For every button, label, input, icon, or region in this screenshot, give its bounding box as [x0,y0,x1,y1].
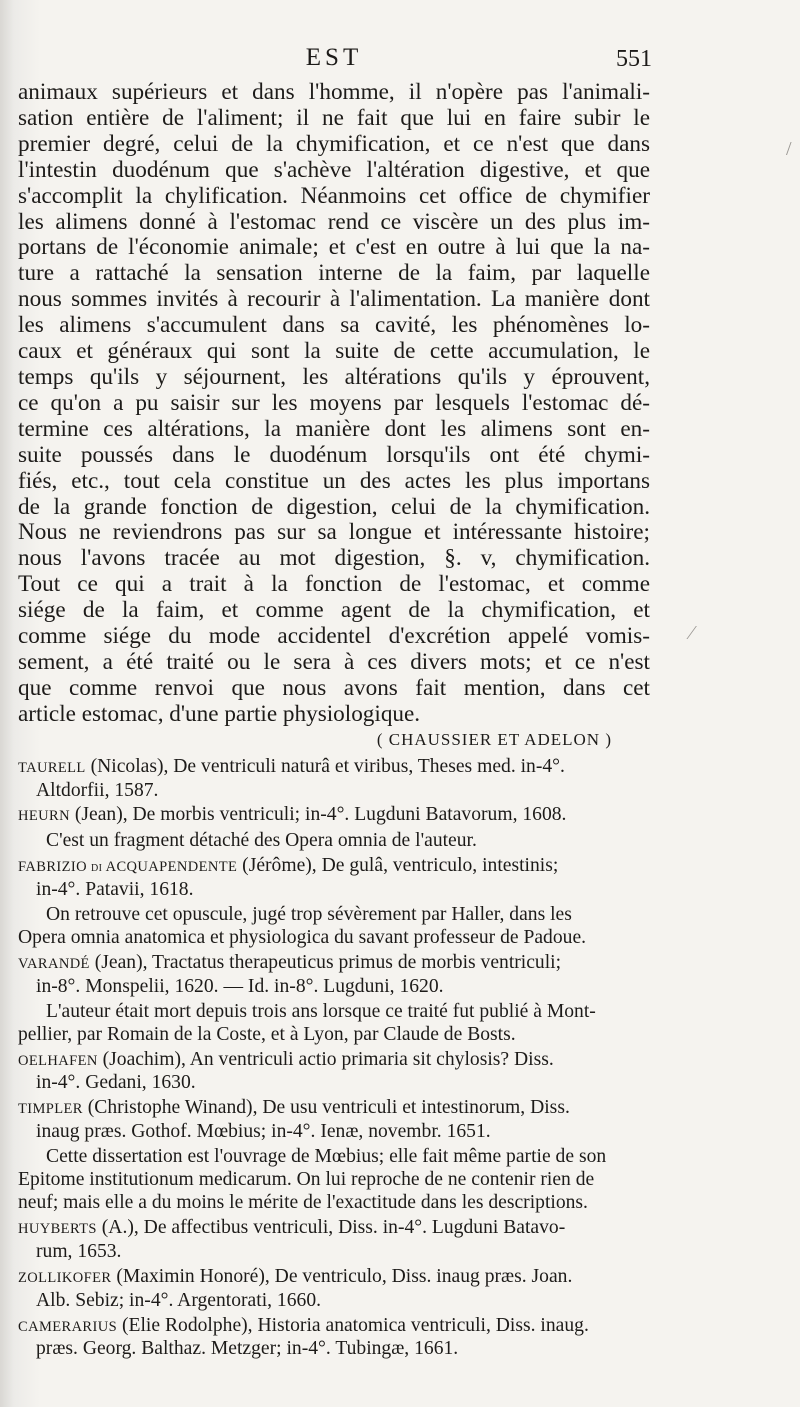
margin-mark: / [786,138,792,160]
text-line: nous l'avons tracée au mot digestion, §. v, chymification. [18,545,650,572]
bibliography-note [18,904,650,950]
main-paragraph [18,80,650,728]
text-line: portans de l'économie animale; et c'est en outre à lui que la na- [18,234,650,261]
text-line: caux et généraux qui sont la suite de cette accumulation, le [18,338,650,365]
bibliography-note [18,1146,650,1215]
author-name: ZOLLIKOFER [18,1269,112,1286]
bibliography-entry [18,952,650,999]
margin-mark: ⁄ [690,622,694,644]
bibliography-line: in-4°. Gedani, 1630. [36,1072,196,1094]
text-line: temps qu'ils y séjournent, les altérations qu'ils y éprouvent, [18,363,650,390]
bibliography-entry [18,804,650,828]
author-name: TAURELL [18,759,86,776]
author-name: HEURN [18,808,70,825]
author-name: TIMPLER [18,1101,83,1118]
bibliography-line [18,1315,650,1339]
text-line: article estomac, d'une partie physiologique. [18,700,421,727]
bibliography-line: neuf; mais elle a du moins le mérite de l'exactitude dans les descriptions. [18,1191,588,1213]
text-line: s'accomplit la chylification. Néanmoins cet office de chymifier [18,182,650,209]
citation-text: (Elie Rodolphe), Historia anatomica ventriculi, Diss. inaug. [117,1314,589,1336]
bibliography-line [18,756,650,780]
bibliography-entry [18,1266,650,1313]
bibliography-line: Alb. Sebiz; in-4°. Argentorati, 1660. [36,1289,322,1311]
page-number: 551 [616,46,652,72]
text-line: l'intestin duodénum que s'achève l'altération digestive, et que [18,156,650,183]
bibliography-entry [18,855,650,902]
bibliography-line: inaug præs. Gothof. Mœbius; in-4°. Ienæ, novembr. 1651. [36,1121,491,1143]
running-head [18,44,650,74]
bibliography-line: Epitome institutionum medicarum. On lui reproche de ne contenir rien de [18,1169,595,1191]
bibliography-line [18,1049,650,1073]
bibliography-line [18,952,650,976]
bibliography-line [18,855,650,879]
bibliography-note [18,1001,650,1047]
text-line: sement, a été traité ou le sera à ces divers mots; et ce n'est [18,648,650,675]
bibliography-line: in-4°. Patavii, 1618. [36,879,194,901]
citation-text: (Jean), Tractatus therapeuticus primus de morbis ventriculi; [89,951,562,973]
bibliography-line [18,1266,650,1290]
bibliography-line [18,804,650,828]
bibliography-entry [18,1097,650,1144]
citation-text: (Jérôme), De gulâ, ventriculo, intestinis; [237,855,559,877]
bibliography-line: pellier, par Romain de la Coste, et à Lyon, par Claude de Bosts. [18,1023,516,1045]
citation-text: (Joachim), An ventriculi actio primaria sit chylosis? Diss. [97,1048,554,1070]
bibliography-line: L'auteur était mort depuis trois ans lorsque ce traité fut publié à Mont- [46,1000,596,1022]
text-line: Tout ce qui a trait à la fonction de l'estomac, et comme [18,571,650,598]
bibliography-entry [18,1315,650,1362]
author-name: FABRIZIO di ACQUAPENDENTE [18,859,238,876]
text-line: de la grande fonction de digestion, celui de la chymification. [18,493,650,520]
text-line: comme siége du mode accidentel d'excrétion appelé vomis- [18,623,650,650]
bibliography-entry [18,1049,650,1096]
text-line: les alimens donné à l'estomac rend ce viscère un des plus im- [18,208,650,235]
bibliography-line: Altdorfii, 1587. [36,779,159,801]
text-line: fiés, etc., tout cela constitue un des actes les plus importans [18,467,650,494]
text-line: termine ces altérations, la manière dont les alimens sont en- [18,415,650,442]
bibliography-line [18,1097,650,1121]
author-name: OELHAFEN [18,1052,98,1069]
text-line: siége de la faim, et comme agent de la chymification, et [18,597,650,624]
bibliography-line: C'est un fragment détaché des Opera omnia de l'auteur. [46,830,477,852]
citation-text: (Christophe Winand), De usu ventriculi et intestinorum, Diss. [82,1097,570,1119]
author-name: HUYBERTS [18,1220,97,1237]
citation-text: (Nicolas), De ventriculi naturâ et viribus, Theses med. in-4°. [85,755,565,777]
text-line: premier degré, celui de la chymification, et ce n'est que dans [18,130,650,157]
author-name: CAMERARIUS [18,1318,118,1335]
bibliography-entry [18,1217,650,1264]
text-line: ce qu'on a pu saisir sur les moyens par lesquels l'estomac dé- [18,389,650,416]
text-line: ture a rattaché la sensation interne de la faim, par laquelle [18,260,650,287]
text-line: nous sommes invités à recourir à l'alimentation. La manière dont [18,286,650,313]
text-line: animaux supérieurs et dans l'homme, il n'opère pas l'animali- [18,79,650,105]
running-title: EST [305,44,363,71]
text-line: Nous ne reviendrons pas sur sa longue et intéressante histoire; [18,519,650,546]
text-line: que comme renvoi que nous avons fait mention, dans cet [18,674,650,701]
bibliography-line [18,1217,650,1241]
bibliography-line: præs. Georg. Balthaz. Metzger; in-4°. Tubingæ, 1661. [36,1338,459,1360]
bibliography-line: rum, 1653. [36,1240,122,1262]
bibliography-line: On retrouve cet opuscule, jugé trop sévèrement par Haller, dans les [46,904,572,926]
citation-text: (Maximin Honoré), De ventriculo, Diss. inaug præs. Joan. [111,1265,573,1287]
citation-text: (Jean), De morbis ventriculi; in-4°. Lugduni Batavorum, 1608. [69,804,567,826]
citation-text: (A.), De affectibus ventriculi, Diss. in-4°. Lugduni Batavo- [96,1216,566,1238]
bibliography-entry [18,756,650,803]
bibliography-note [18,830,650,853]
text-line: sation entière de l'aliment; il ne fait que lui en faire subir le [18,104,650,131]
bibliography-line: Opera omnia anatomica et physiologica du savant professeur de Padoue. [18,927,587,948]
bibliography-line: in-8°. Monspelii, 1620. — Id. in-8°. Lugduni, 1620. [36,975,444,997]
signature: ( CHAUSSIER ET ADELON ) [376,729,612,749]
bibliography-line: Cette dissertation est l'ouvrage de Mœbius; elle fait même partie de son [46,1146,607,1168]
text-line: suite poussés dans le duodénum lorsqu'ils ont été chymi- [18,441,650,468]
text-line: les alimens s'accumulent dans sa cavité, les phénomènes lo- [18,312,650,339]
author-name: VARANDÉ [18,955,90,972]
bibliography [18,756,650,1362]
